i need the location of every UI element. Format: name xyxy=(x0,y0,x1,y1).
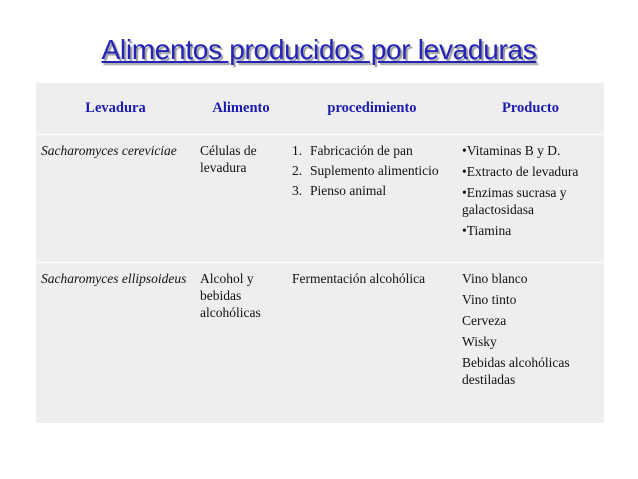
cell-levadura: Sacharomyces cereviciae xyxy=(36,135,195,263)
header-alimento: Alimento xyxy=(195,83,287,135)
slide-title: Alimentos producidos por levaduras xyxy=(101,34,537,65)
step-number: 3. xyxy=(292,183,303,198)
product-item: Vino tinto xyxy=(462,292,517,307)
product-item: Bebidas alcohólicas destiladas xyxy=(462,355,570,387)
cell-procedimiento xyxy=(287,135,457,263)
step-text: Suplemento alimenticio xyxy=(310,163,439,178)
product-list xyxy=(462,270,599,388)
procedure-step xyxy=(292,142,452,159)
procedure-step xyxy=(292,182,452,199)
procedure-step xyxy=(292,162,452,179)
header-producto: Producto xyxy=(457,83,604,135)
table-container xyxy=(36,83,604,423)
header-levadura: Levadura xyxy=(36,83,195,135)
cell-procedimiento: Fermentación alcohólica xyxy=(292,271,426,286)
product-item: •Tiamina xyxy=(462,223,512,238)
cell-producto xyxy=(457,263,604,401)
step-number: 2. xyxy=(292,163,303,178)
table-header-row xyxy=(36,83,604,135)
table-row xyxy=(36,135,604,263)
product-item: Wisky xyxy=(462,334,497,349)
product-item: Cerveza xyxy=(462,313,507,328)
product-item: Vino blanco xyxy=(462,271,528,286)
product-item: •Vitaminas B y D. xyxy=(462,143,561,158)
table-row xyxy=(36,263,604,401)
yeast-foods-table xyxy=(36,83,604,400)
step-text: Fabricación de pan xyxy=(310,143,413,158)
cell-producto xyxy=(457,135,604,263)
header-procedimiento: procedimiento xyxy=(287,83,457,135)
step-text: Pienso animal xyxy=(310,183,387,198)
step-number: 1. xyxy=(292,143,303,158)
cell-alimento: Alcohol y bebidas alcohólicas xyxy=(200,271,261,320)
cell-levadura: Sacharomyces ellipsoideus xyxy=(41,271,187,286)
product-item: •Extracto de levadura xyxy=(462,164,579,179)
cell-alimento: Células de levadura xyxy=(195,135,287,263)
product-list xyxy=(462,142,599,239)
procedure-list xyxy=(292,142,452,199)
product-item: •Enzimas sucrasa y galactosidasa xyxy=(462,185,567,217)
